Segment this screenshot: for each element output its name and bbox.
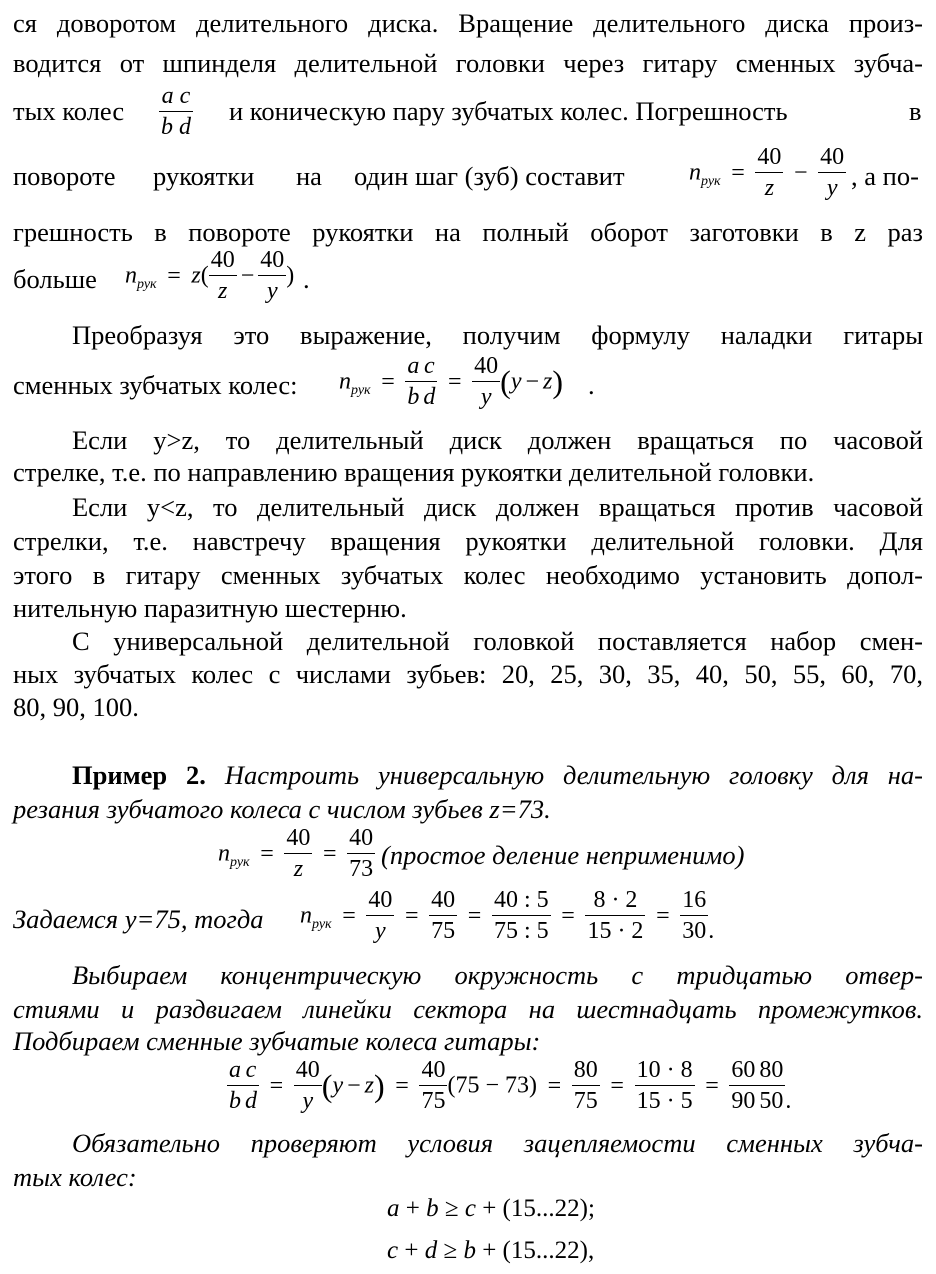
text-line: резания зубчатого колеса с числом зубьев z=73. [13, 794, 551, 824]
text-line: ных зубчатых колес с числами зубьев: 20, 25, 30, 35, 40, 50, 55, 60, 70, [13, 659, 923, 689]
text-line: ся доворотом делительного диска. Вращение делительного диска произ- [13, 8, 923, 38]
text-line: нительную паразитную шестерню. [13, 593, 407, 623]
formula-error-per-revolution: $n_{рук} = z$( $\frac{40}{z}$ − $\frac{40}{y}$ ) [125, 247, 295, 304]
text-line-with-formula [13, 84, 923, 144]
text-line: водится от шпинделя делительной головки через гитару сменных зубча- [13, 48, 923, 78]
text-fragment: . [588, 370, 595, 400]
text-fragment: повороте [13, 161, 116, 191]
formula-simple-division: $n_{рук}$ = $\frac{40}{z}$ = $\frac{40}{73}$ [218, 825, 374, 882]
formula-line [13, 1058, 923, 1120]
example-task: Настроить универсальную делительную головку для на- [224, 760, 924, 790]
formula-handle-turns: $n_{рук}$ = $\frac{40}{y}$ = $\frac{40}{75}$ = $\frac{40 : 5}{75 : 5}$ = $\frac{8 \cdot 2}{15 \cdot 2}$ = $\frac{16}{30}$ . [300, 887, 715, 944]
text-line-with-formula [13, 248, 923, 312]
text-line: Если y<z, то делительный диск должен вращаться против часовой [72, 492, 923, 522]
simple-division-note: (простое деление неприменимо) [381, 840, 745, 870]
formula-gear-selection: $\frac{a}{b}$ $\frac{c}{d}$ = $\frac{40}{y}$ (y − z) = $\frac{40}{75}$ (75 − 73) = $\frac{80}{75}$ = $\frac{10 \cdot 8}{15 \cdot 5}$ = $\frac{60}{90}$ $\frac{80}{50}$ . [229, 1057, 792, 1114]
text-fragment: и коническую пару зубчатых колес. Погрешность [229, 96, 788, 126]
text-line: Преобразуя это выражение, получим формулу наладки гитары [72, 320, 923, 350]
text-line: стиями и раздвигаем линейки сектора на шестнадцать промежутков. [13, 994, 923, 1024]
condition-1: a + b ≥ c + (15...22); [387, 1195, 595, 1222]
text-line: этого в гитару сменных зубчатых колес необходимо установить допол- [13, 560, 923, 590]
text-fragment: один шаг (зуб) составит [354, 161, 625, 191]
text-line-with-formula [13, 888, 923, 950]
fraction-ac-bd: $\frac{\text{a c}}{\text{b d}}$ [161, 83, 191, 140]
text-line-with-formula [13, 145, 923, 209]
text-line: Подбираем сменные зубчатые колеса гитары: [13, 1026, 541, 1056]
text-line: С универсальной делительной головкой поставляется набор смен- [72, 626, 923, 656]
condition-2: c + d ≥ b + (15...22), [387, 1237, 595, 1264]
text-line-with-formula [13, 354, 923, 418]
text-fragment: больше [13, 264, 97, 294]
text-fragment: рукоятки [153, 161, 255, 191]
text-fragment: в [909, 96, 922, 126]
text-line: Обязательно проверяют условия зацепляемости сменных зубча- [72, 1128, 923, 1158]
text-line: 80, 90, 100. [13, 692, 139, 722]
text-fragment: тых колес [13, 96, 125, 126]
text-fragment: . [303, 264, 310, 294]
text-line: стрелке, т.е. по направлению вращения рукоятки делительной головки. [13, 457, 815, 487]
text-line: Выбираем концентрическую окружность с тридцатью отвер- [72, 960, 923, 990]
example-heading: Пример 2. [72, 760, 206, 790]
text-fragment: сменных зубчатых колес: [13, 370, 298, 400]
text-line: стрелки, т.е. навстречу вращения рукоятки делительной головки. Для [13, 526, 923, 556]
text-fragment: , а по- [851, 161, 919, 191]
text-line: тых колес: [13, 1162, 137, 1192]
text-fragment: Задаемся y=75, тогда [13, 904, 264, 934]
text-fragment: на [296, 161, 322, 191]
formula-error-per-step: $n_{рук}$ = $\frac{40}{z}$ − $\frac{40}{y}$ [689, 144, 845, 201]
formula-gear-setup: $n_{рук}$ = $\frac{a}{b}$ $\frac{c}{d}$ = $\frac{40}{y}$ (y − z) [339, 353, 564, 410]
text-line: грешность в повороте рукоятки на полный оборот заготовки в z раз [13, 217, 923, 247]
formula-line [13, 826, 923, 886]
text-line: Если y>z, то делительный диск должен вращаться по часовой [72, 425, 923, 455]
example-heading-line [13, 762, 923, 789]
